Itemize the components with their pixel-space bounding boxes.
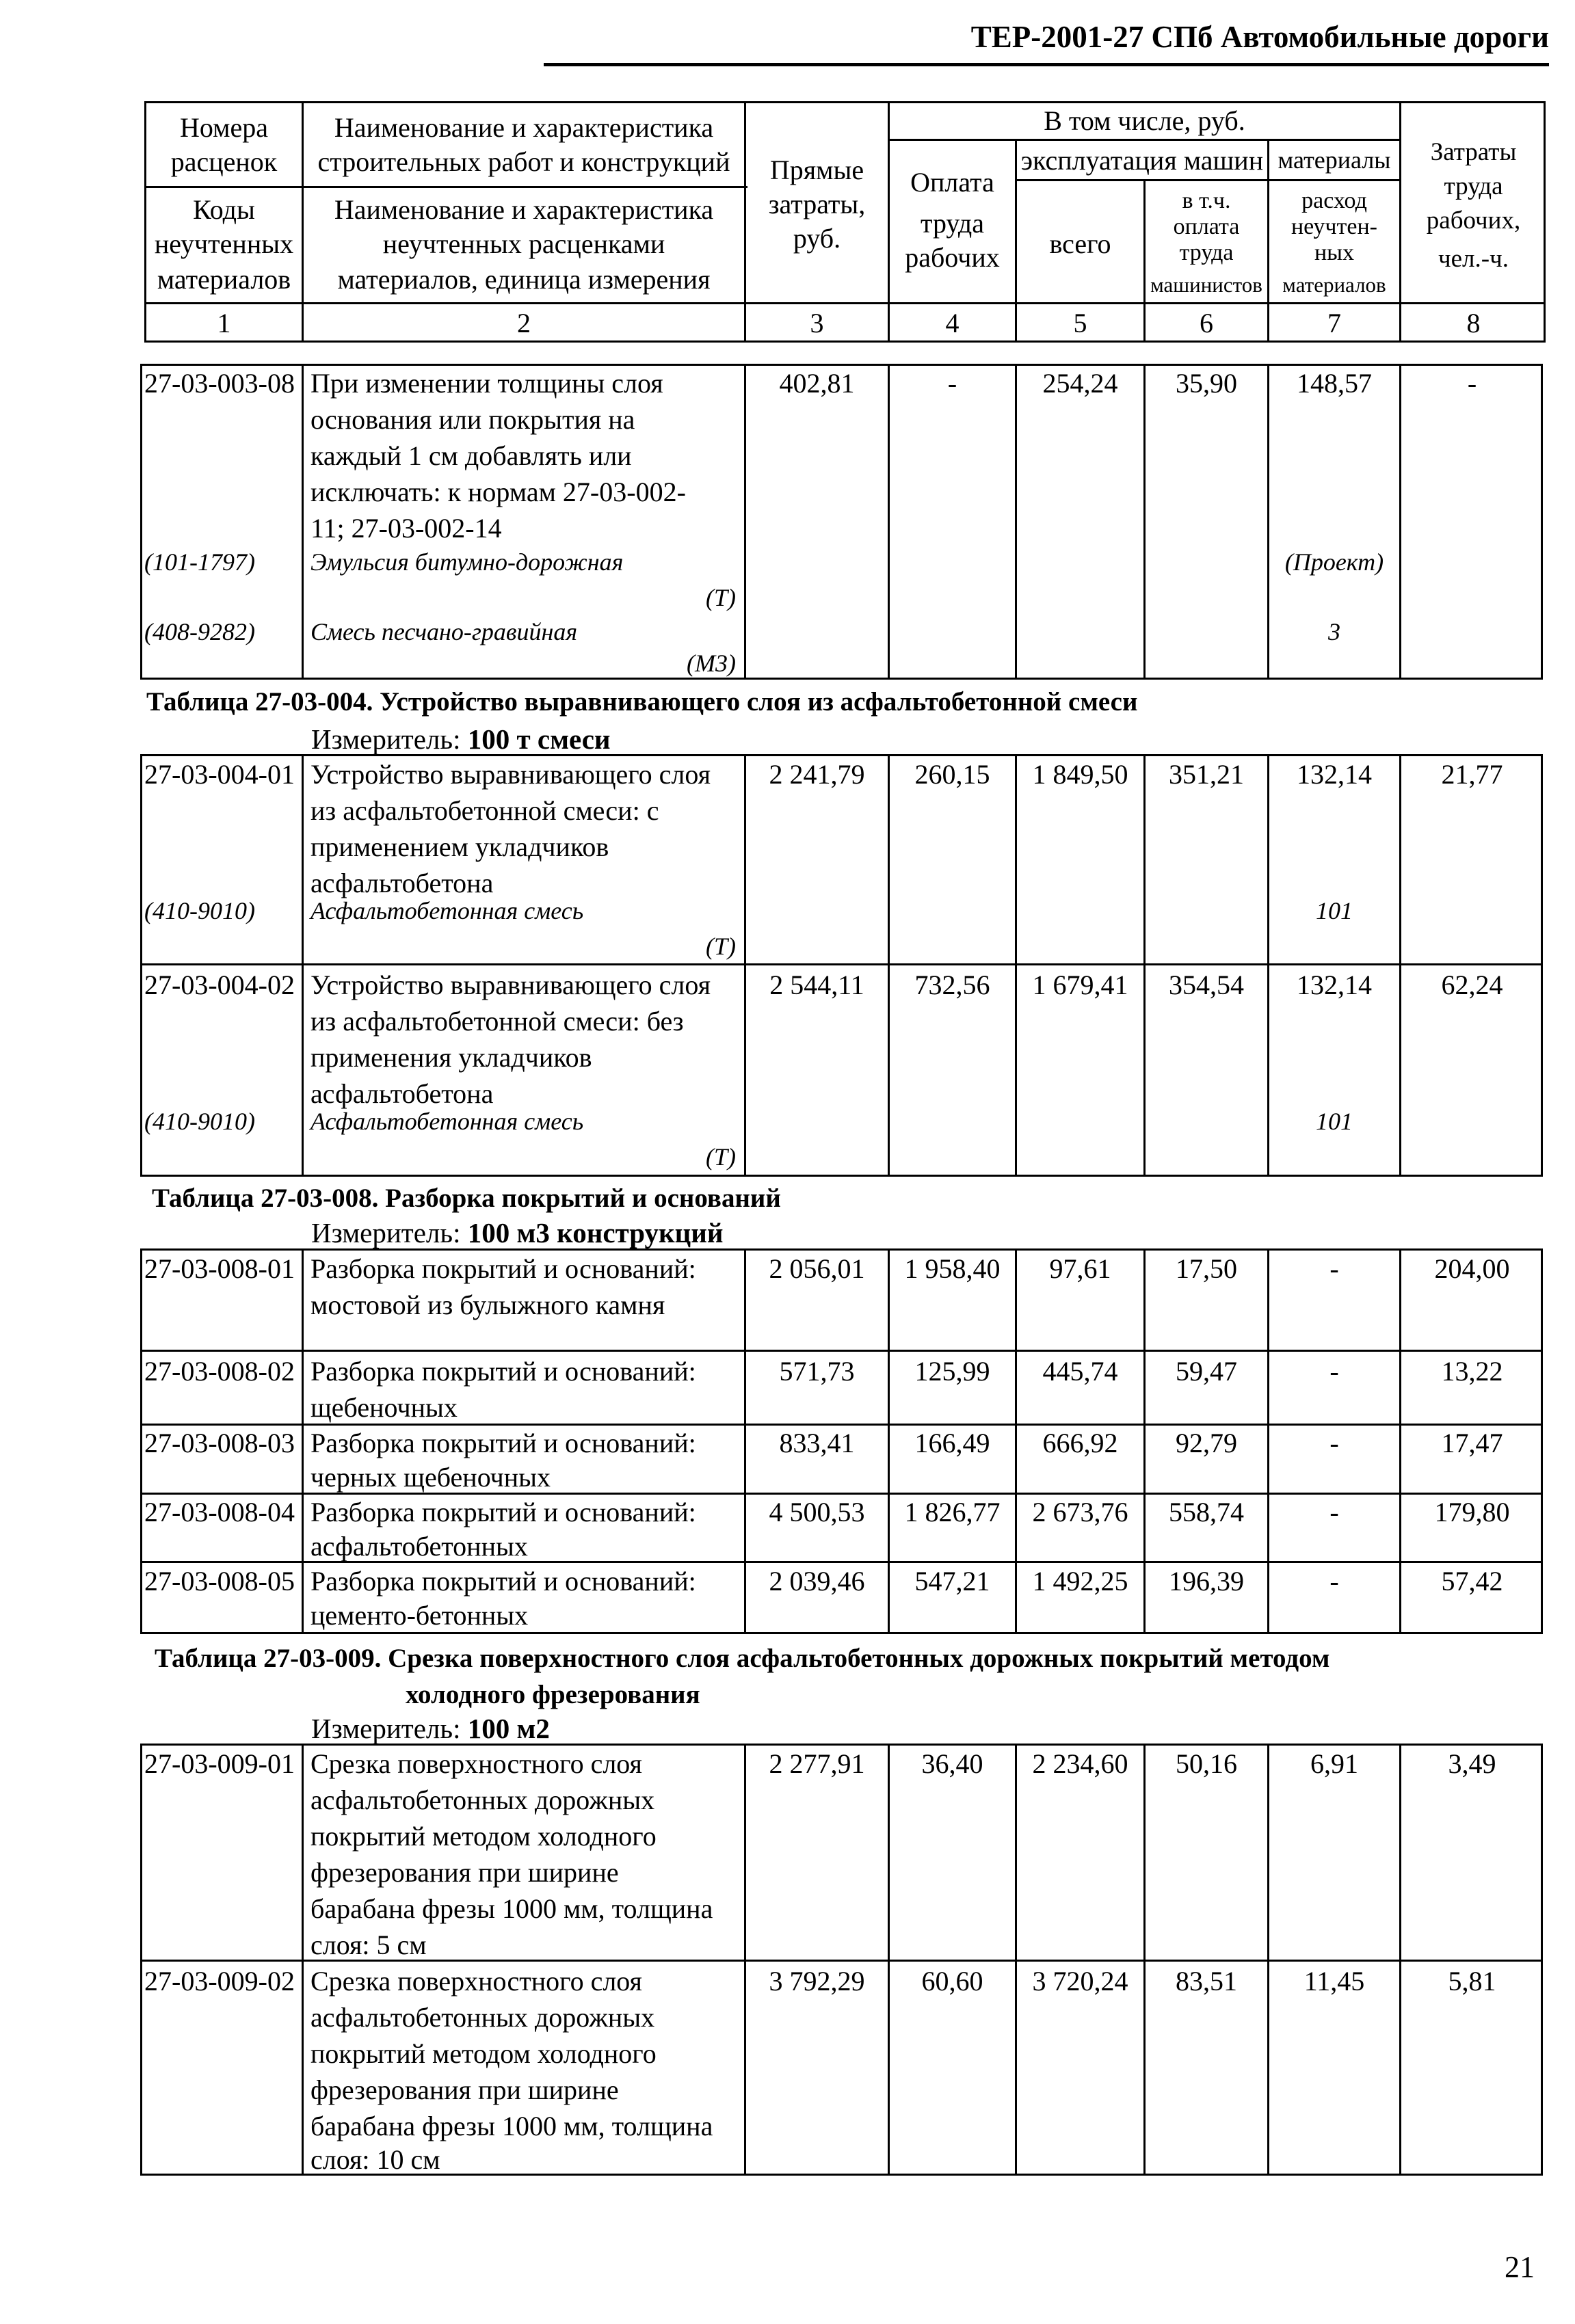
rate-name: Срезка поверхностного слоя: [310, 1966, 642, 1996]
col-number-2: 2: [517, 308, 531, 338]
operator-pay: 196,39: [1169, 1566, 1244, 1597]
material-name: Смесь песчано-гравийная: [310, 618, 578, 645]
direct-costs: 2 056,01: [769, 1253, 865, 1284]
materials-cost: -: [1329, 1356, 1339, 1387]
materials-cost: -: [1329, 1253, 1339, 1284]
machines-total: 254,24: [1042, 368, 1118, 399]
rate-name: Устройство выравнивающего слоя: [310, 759, 711, 790]
materials-cost: 6,91: [1310, 1748, 1358, 1779]
table-measure: Измеритель: 100 м3 конструкций: [311, 1217, 724, 1248]
rate-code: 27-03-008-04: [144, 1497, 295, 1527]
rate-code: 27-03-008-02: [144, 1356, 295, 1387]
rate-code: 27-03-009-02: [144, 1966, 295, 1996]
machines-total: 97,61: [1049, 1253, 1111, 1284]
rate-code: 27-03-008-03: [144, 1428, 295, 1458]
labor-hours: 21,77: [1441, 759, 1503, 790]
operator-pay: 83,51: [1176, 1966, 1237, 1996]
material-unit: (Т): [706, 584, 736, 611]
rate-code: 27-03-004-01: [144, 759, 295, 790]
rate-name: При изменении толщины слоя: [310, 368, 663, 399]
col-header-machines: эксплуатация машин: [1020, 145, 1264, 176]
direct-costs: 4 500,53: [769, 1497, 865, 1527]
labor-pay: 1 826,77: [904, 1497, 1001, 1527]
direct-costs: 833,41: [779, 1428, 855, 1458]
material-code: (101-1797): [144, 548, 255, 576]
material-name: Асфальтобетонная смесь: [310, 897, 584, 924]
labor-pay: 732,56: [914, 970, 990, 1000]
rate-code: 27-03-008-05: [144, 1566, 295, 1597]
page-number: 21: [1505, 2250, 1535, 2284]
col-number-8: 8: [1466, 308, 1481, 338]
col-header-direct-costs: Прямые: [769, 155, 864, 185]
labor-hours: 5,81: [1448, 1966, 1496, 1996]
materials-cost: 148,57: [1297, 368, 1372, 399]
table-title: Таблица 27-03-008. Разборка покрытий и оснований: [152, 1184, 781, 1213]
machines-total: 2 673,76: [1032, 1497, 1128, 1527]
col-number-5: 5: [1073, 308, 1087, 338]
machines-total: 1 849,50: [1032, 759, 1128, 790]
machines-total: 3 720,24: [1032, 1966, 1128, 1996]
col-header-operator-pay: в т.ч.: [1182, 188, 1231, 213]
material-unit: (Т): [706, 1143, 736, 1171]
operator-pay: 50,16: [1176, 1748, 1237, 1779]
operator-pay: 351,21: [1169, 759, 1244, 790]
operator-pay: 35,90: [1176, 368, 1237, 399]
document-title: ТЕР-2001-27 СПб Автомобильные дороги: [970, 20, 1549, 54]
rate-name: Срезка поверхностного слоя: [310, 1748, 642, 1779]
materials-cost: 132,14: [1297, 970, 1372, 1000]
labor-pay: 547,21: [914, 1566, 990, 1597]
rate-name: Устройство выравнивающего слоя: [310, 970, 711, 1000]
direct-costs: 571,73: [779, 1356, 855, 1387]
labor-pay: 125,99: [914, 1356, 990, 1387]
material-quantity: 101: [1316, 1108, 1353, 1135]
material-unit: (М3): [687, 650, 736, 677]
machines-total: 1 679,41: [1032, 970, 1128, 1000]
direct-costs: 3 792,29: [769, 1966, 865, 1996]
material-quantity: 101: [1316, 897, 1353, 924]
machines-total: 1 492,25: [1032, 1566, 1128, 1597]
table-measure: Измеритель: 100 м2: [311, 1713, 550, 1744]
operator-pay: 59,47: [1176, 1356, 1237, 1387]
table-measure: Измеритель: 100 т смеси: [311, 723, 611, 755]
rate-name: Разборка покрытий и оснований:: [310, 1566, 696, 1597]
operator-pay: 354,54: [1169, 970, 1244, 1000]
rate-name: Разборка покрытий и оснований:: [310, 1356, 696, 1387]
table-title: Таблица 27-03-009. Срезка поверхностного слоя асфальтобетонных дорожных покрытий методом: [155, 1644, 1330, 1673]
labor-hours: 204,00: [1434, 1253, 1510, 1284]
labor-hours: 57,42: [1441, 1566, 1503, 1597]
material-code: (410-9010): [144, 897, 255, 924]
col-header-including: В том числе, руб.: [1044, 105, 1245, 136]
operator-pay: 92,79: [1176, 1428, 1237, 1458]
materials-cost: -: [1329, 1566, 1339, 1597]
rate-code: 27-03-003-08: [144, 368, 295, 399]
rate-code: 27-03-004-02: [144, 970, 295, 1000]
col-header-codes: Коды: [193, 194, 255, 225]
labor-pay: 60,60: [921, 1966, 983, 1996]
machines-total: 445,74: [1042, 1356, 1118, 1387]
machines-total: 2 234,60: [1032, 1748, 1128, 1779]
direct-costs: 2 544,11: [769, 970, 864, 1000]
col-header-work-name-2: строительных работ и конструкций: [317, 146, 730, 177]
rate-code: 27-03-009-01: [144, 1748, 295, 1779]
col-number-3: 3: [810, 308, 824, 338]
labor-pay: 260,15: [914, 759, 990, 790]
col-header-machines-total: всего: [1049, 228, 1111, 259]
labor-hours: -: [1467, 368, 1477, 399]
col-number-1: 1: [217, 308, 231, 338]
labor-pay: 1 958,40: [904, 1253, 1001, 1284]
labor-hours: 17,47: [1441, 1428, 1503, 1458]
col-number-6: 6: [1200, 308, 1213, 338]
materials-cost: 11,45: [1303, 1966, 1365, 1996]
labor-pay: 166,49: [914, 1428, 990, 1458]
col-header-work-name: Наименование и характеристика: [334, 112, 714, 143]
col-number-4: 4: [945, 308, 959, 338]
labor-hours: 179,80: [1434, 1497, 1510, 1527]
col-header-materials: материалы: [1278, 146, 1391, 174]
col-number-7: 7: [1327, 308, 1341, 338]
material-code: (408-9282): [144, 618, 255, 645]
col-header-unaccounted-materials: расход: [1301, 188, 1367, 213]
materials-cost: -: [1329, 1497, 1339, 1527]
operator-pay: 17,50: [1176, 1253, 1237, 1284]
header-rule: [544, 63, 1549, 66]
col-header-labor-pay: Оплата: [910, 167, 994, 198]
operator-pay: 558,74: [1169, 1497, 1244, 1527]
rate-name: Разборка покрытий и оснований:: [310, 1253, 696, 1284]
direct-costs: 2 277,91: [769, 1748, 865, 1779]
material-name: Асфальтобетонная смесь: [310, 1108, 584, 1135]
rate-code: 27-03-008-01: [144, 1253, 295, 1284]
col-header-rate-number: Номера: [180, 112, 268, 143]
material-code: (410-9010): [144, 1108, 255, 1135]
labor-pay: 36,40: [921, 1748, 983, 1779]
direct-costs: 402,81: [779, 368, 855, 399]
labor-hours: 3,49: [1448, 1748, 1496, 1779]
direct-costs: 2 039,46: [769, 1566, 865, 1597]
rate-name: Разборка покрытий и оснований:: [310, 1428, 696, 1458]
col-header-material-name: Наименование и характеристика: [334, 194, 714, 225]
materials-cost: 132,14: [1297, 759, 1372, 790]
material-quantity: (Проект): [1284, 548, 1384, 576]
rate-name: Разборка покрытий и оснований:: [310, 1497, 696, 1527]
material-name: Эмульсия битумно-дорожная: [310, 548, 624, 576]
labor-hours: 13,22: [1441, 1356, 1503, 1387]
direct-costs: 2 241,79: [769, 759, 865, 790]
col-header-labor-hours: Затраты: [1430, 138, 1517, 166]
material-quantity: 3: [1328, 618, 1340, 645]
table-title-2: холодного фрезерования: [406, 1680, 700, 1709]
materials-cost: -: [1329, 1428, 1339, 1458]
labor-pay: -: [947, 368, 957, 399]
table-title: Таблица 27-03-004. Устройство выравнивающего слоя из асфальтобетонной смеси: [146, 687, 1138, 717]
labor-hours: 62,24: [1441, 970, 1503, 1000]
col-header-rate-number-2: расценок: [170, 146, 278, 177]
machines-total: 666,92: [1042, 1428, 1118, 1458]
material-unit: (Т): [706, 933, 736, 960]
